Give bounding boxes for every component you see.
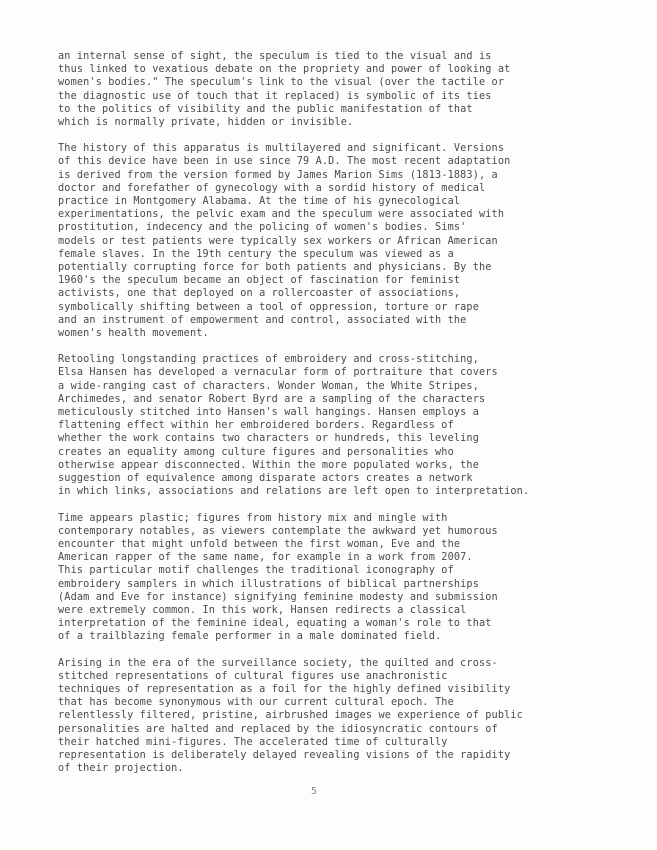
paragraph-speculum-visual: an internal sense of sight, the speculum is tied to the visual and is thus linked to vexatious debate on the propriety and power of looking at women's bodies." The speculum's link to the visual (over the tactile or the diagnostic use of touch that it replaced) is symbolic of its ties to the politics of visibility and the public manifestation of that which is normally private, hidden or invisible. [58, 51, 511, 129]
paragraph-time-plastic: Time appears plastic; figures from history mix and mingle with contemporary notables, as viewers contemplate the awkward yet humorous encounter that might unfold between the first woman, Eve and the American rapper of the same name, for example in a work from 2007. This particular motif challenges the traditional iconography of embroidery samplers in which illustrations of biblical partnerships (Adam and Eve for instance) signifying feminine modesty and submission were extremely common. In this work, Hansen redirects a classical interpretation of the feminine ideal, equating a woman's role to that of a trailblazing female performer in a male dominated field. [58, 512, 498, 643]
paragraph-surveillance: Arising in the era of the surveillance society, the quilted and cross- stitched representations of cultural figures use anachronistic techniques of representation as a foil for the highly defined visibility that has become synonymous with our current cultural epoch. The relentlessly filtered, pristine, airbrushed images we experience of public personalities are halted and replaced by the idiosyncratic contours of their hatched mini-figures. The accelerated time of culturally representation is deliberately delayed revealing visions of the rapidity of their projection. [58, 657, 523, 775]
page-number: 5 [311, 786, 318, 797]
paragraph-speculum-history: The history of this apparatus is multilayered and significant. Versions of this device have been in use since 79 A.D. The most recent adaptation is derived from the version formed by James Marion Sims (1813-1883), a doctor and forefather of gynecology with a sordid history of medical practice in Montgomery Alabama. At the time of his gynecological experimentations, the pelvic exam and the speculum were associated with prostitution, indecency and the policing of women's bodies. Sims' models or test patients were typically sex workers or African American female slaves. In the 19th century the speculum was viewed as a potentially corrupting force for both patients and physicians. By the 1960's the speculum became an object of fascination for feminist activists, one that deployed on a rollercoaster of associations, symbolically shifting between a tool of oppression, torture or rape and an instrument of empowerment and control, associated with the women's health movement. [58, 143, 511, 340]
body-text [58, 50, 630, 788]
paragraph-hansen-embroidery: Retooling longstanding practices of embroidery and cross-stitching, Elsa Hansen has developed a vernacular form of portraiture that covers a wide-ranging cast of characters. Wonder Woman, the White Stripes, Archimedes, and senator Robert Byrd are a sampling of the characters meticulously stitched into Hansen's wall hangings. Hansen employs a flattening effect within her embroidered borders. Regardless of whether the work contains two characters or hundreds, this leveling creates an equality among culture figures and personalities who otherwise appear disconnected. Within the more populated works, the suggestion of equivalence among disparate actors creates a network in which links, associations and relations are left open to interpretation. [58, 354, 530, 498]
